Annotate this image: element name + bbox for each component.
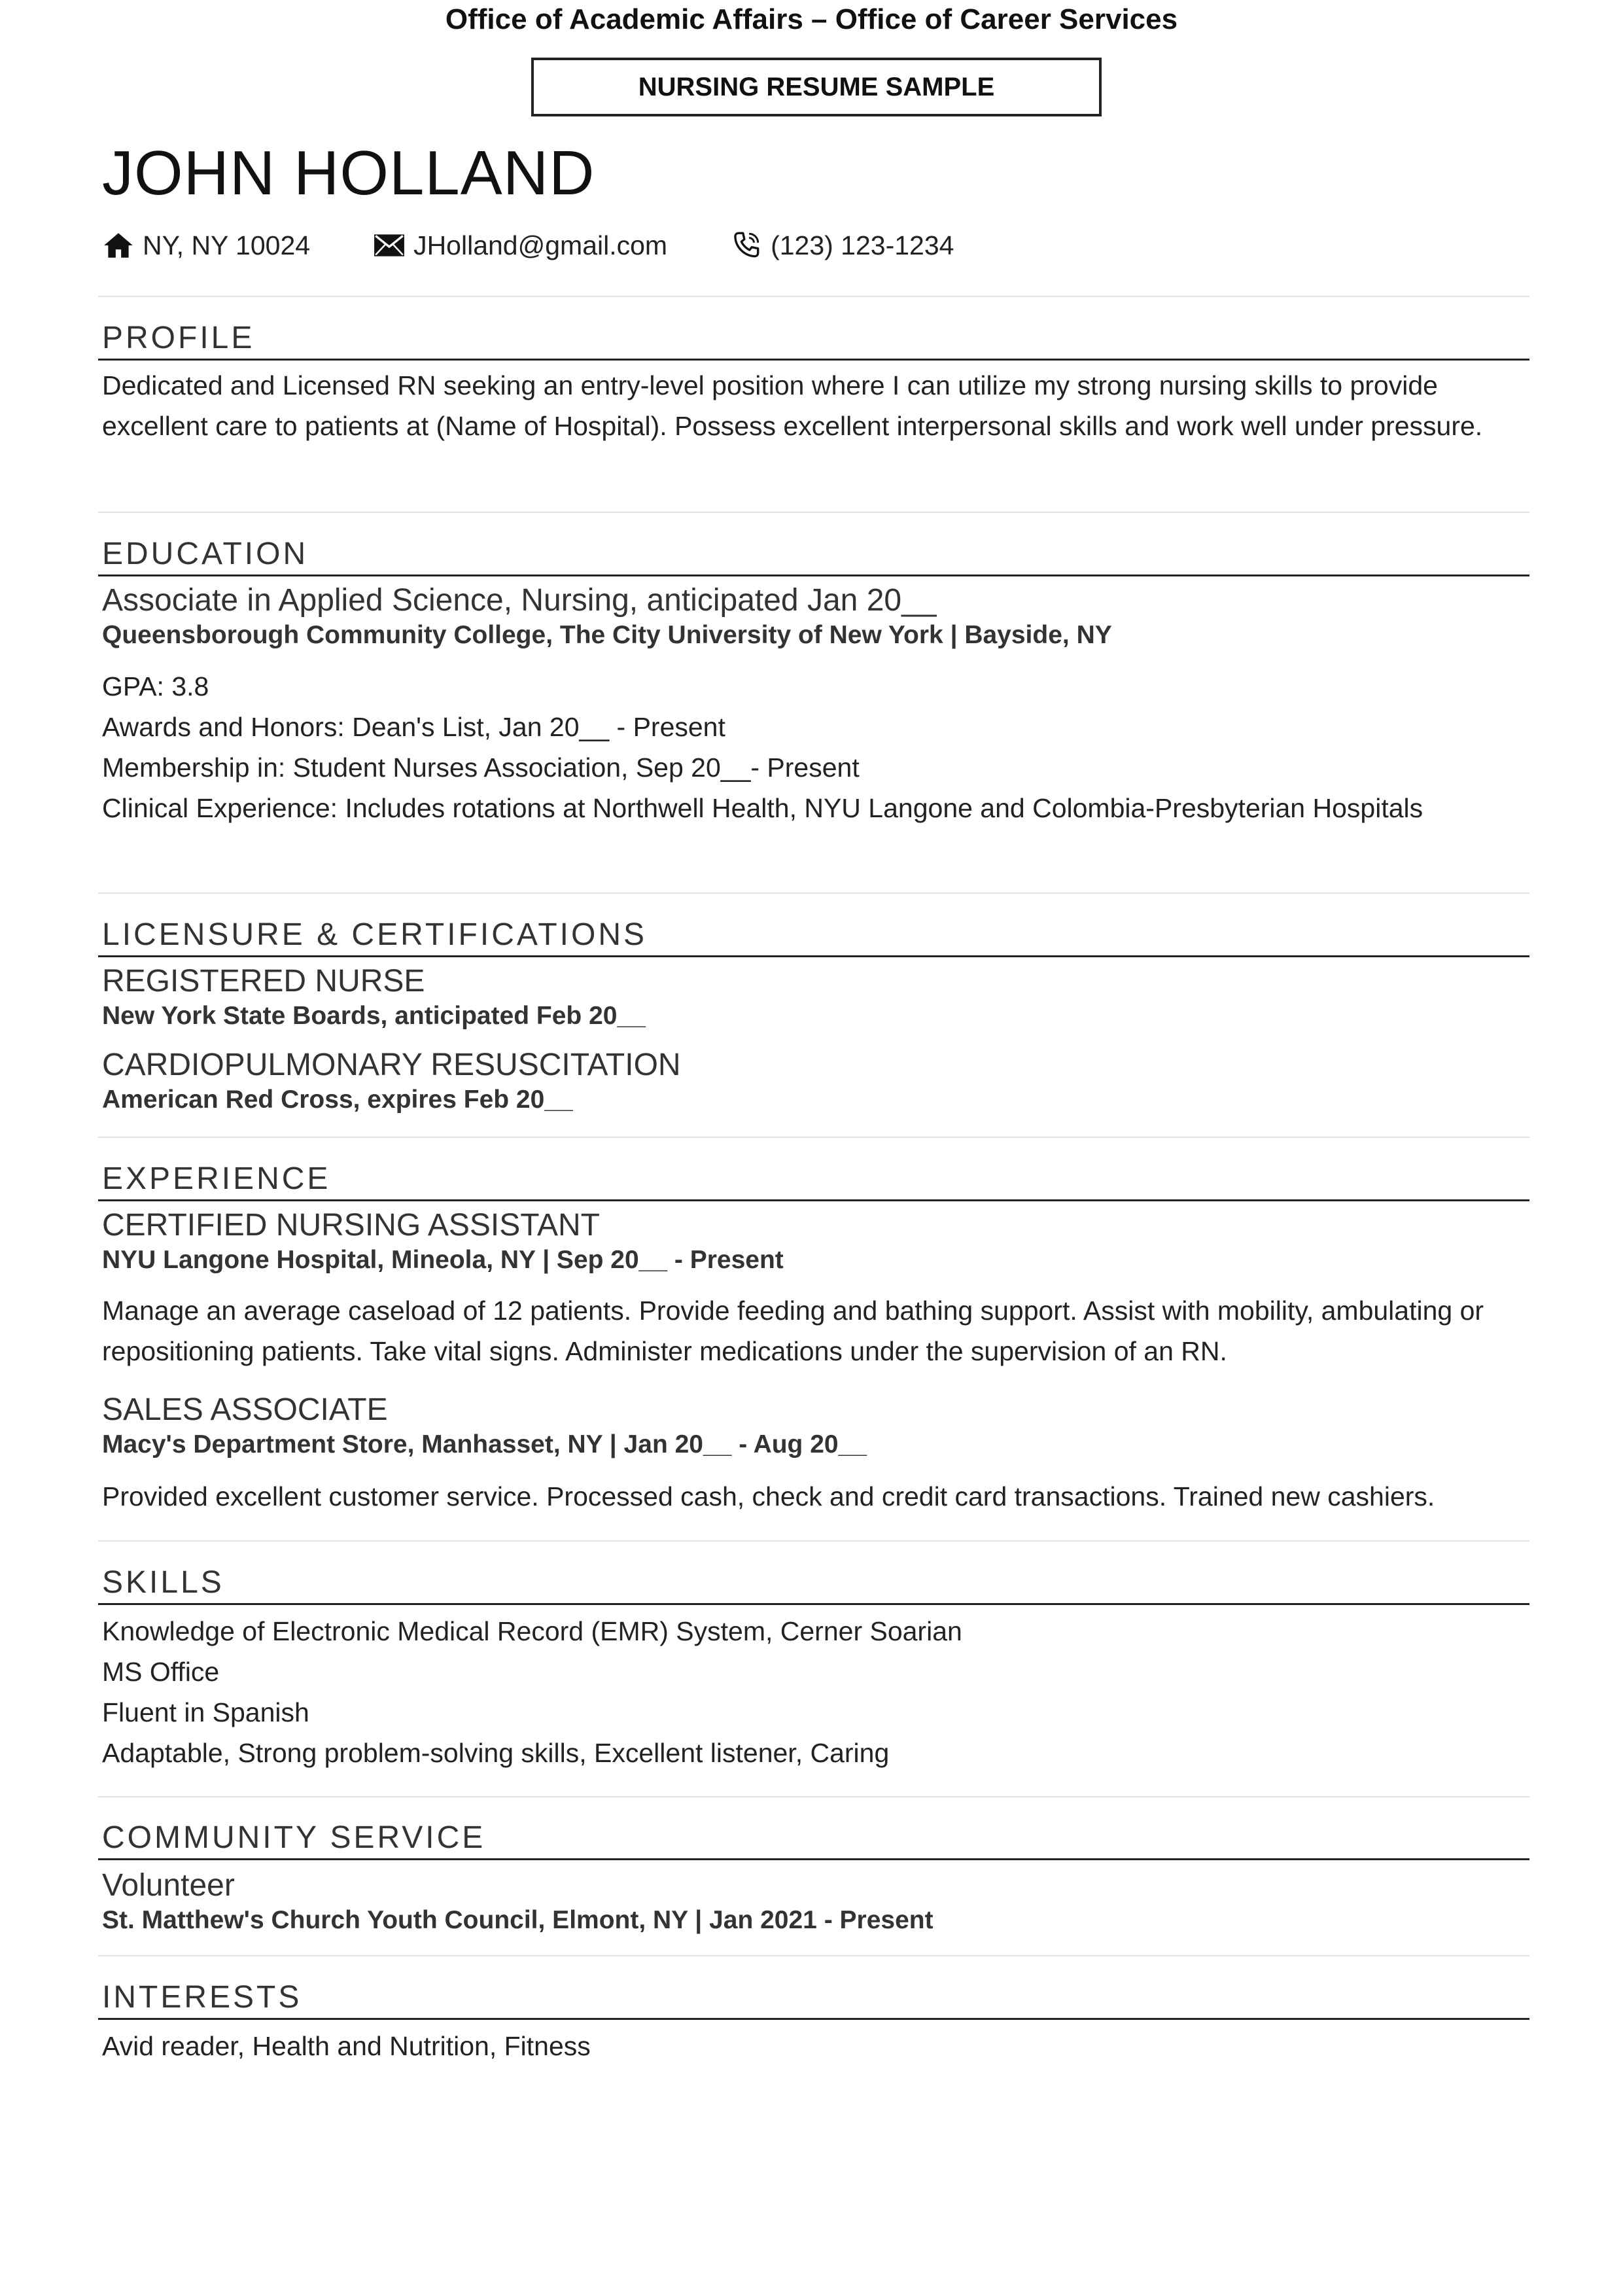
job-org: Macy's Department Store, Manhasset, NY | Jan 20__ - Aug 20__ xyxy=(102,1430,867,1458)
contact-phone xyxy=(730,229,954,262)
education-detail: Awards and Honors: Dean's List, Jan 20__ - Present xyxy=(102,712,725,742)
interests-heading: INTERESTS xyxy=(102,1980,302,2015)
heading-underline xyxy=(98,359,1529,361)
profile-heading: PROFILE xyxy=(102,321,255,355)
candidate-name: JOHN HOLLAND xyxy=(102,138,595,208)
license-name: REGISTERED NURSE xyxy=(102,964,425,998)
license-name: CARDIOPULMONARY RESUSCITATION xyxy=(102,1048,681,1082)
heading-underline xyxy=(98,574,1529,576)
contact-row xyxy=(102,222,1017,268)
contact-email xyxy=(373,229,667,262)
community-role: Volunteer xyxy=(102,1868,235,1903)
phone-text: (123) 123-1234 xyxy=(771,230,954,260)
education-detail: GPA: 3.8 xyxy=(102,671,209,701)
license-detail: New York State Boards, anticipated Feb 20__ xyxy=(102,1002,646,1030)
license-detail: American Red Cross, expires Feb 20__ xyxy=(102,1086,573,1114)
sample-label: NURSING RESUME SAMPLE xyxy=(638,72,995,101)
skill-item: Adaptable, Strong problem-solving skills, Excellent listener, Caring xyxy=(102,1738,890,1768)
home-icon xyxy=(102,229,135,262)
section-divider xyxy=(98,1540,1529,1542)
education-detail: Membership in: Student Nurses Association, Sep 20__- Present xyxy=(102,752,860,783)
skill-item: Fluent in Spanish xyxy=(102,1697,309,1727)
section-divider xyxy=(98,1955,1529,1956)
section-divider xyxy=(98,512,1529,513)
community-heading: COMMUNITY SERVICE xyxy=(102,1820,486,1855)
job-description: Manage an average caseload of 12 patients. Provide feeding and bathing support. Assist with mobility, ambulating or repositioning patients. Take vital signs. Administer medications under the supervision of an RN. xyxy=(102,1296,1484,1366)
heading-underline xyxy=(98,955,1529,957)
skill-item: Knowledge of Electronic Medical Record (EMR) System, Cerner Soarian xyxy=(102,1616,962,1646)
section-divider xyxy=(98,296,1529,297)
job-role: SALES ASSOCIATE xyxy=(102,1392,388,1427)
community-org: St. Matthew's Church Youth Council, Elmont, NY | Jan 2021 - Present xyxy=(102,1906,934,1934)
education-degree: Associate in Applied Science, Nursing, anticipated Jan 20__ xyxy=(102,583,937,618)
skills-heading: SKILLS xyxy=(102,1565,224,1600)
heading-underline xyxy=(98,1858,1529,1860)
licensure-heading: LICENSURE & CERTIFICATIONS xyxy=(102,917,647,952)
location-text: NY, NY 10024 xyxy=(143,230,311,260)
heading-underline xyxy=(98,1603,1529,1605)
phone-icon xyxy=(730,229,763,262)
section-divider xyxy=(98,1137,1529,1138)
job-role: CERTIFIED NURSING ASSISTANT xyxy=(102,1208,600,1243)
section-divider xyxy=(98,892,1529,894)
heading-underline xyxy=(98,2018,1529,2020)
education-school: Queensborough Community College, The City University of New York | Bayside, NY xyxy=(102,621,1112,649)
interests-text: Avid reader, Health and Nutrition, Fitness xyxy=(102,2031,591,2061)
section-divider xyxy=(98,1796,1529,1797)
email-link[interactable]: JHolland@gmail.com xyxy=(413,230,668,260)
office-header: Office of Academic Affairs – Office of Career Services xyxy=(445,3,1178,35)
envelope-icon xyxy=(373,229,406,262)
job-org: NYU Langone Hospital, Mineola, NY | Sep 20__ - Present xyxy=(102,1246,784,1274)
job-description: Provided excellent customer service. Processed cash, check and credit card transactions. Trained new cashiers. xyxy=(102,1481,1435,1511)
sample-label-box xyxy=(531,58,1102,116)
education-detail: Clinical Experience: Includes rotations at Northwell Health, NYU Langone and Colombia-Presbyterian Hospitals xyxy=(102,793,1423,823)
profile-text: Dedicated and Licensed RN seeking an entry-level position where I can utilize my strong nursing skills to provide excellent care to patients at (Name of Hospital). Possess excellent interpersonal skills and work well under pressure. xyxy=(102,370,1483,441)
heading-underline xyxy=(98,1199,1529,1201)
contact-location xyxy=(102,229,310,262)
experience-heading: EXPERIENCE xyxy=(102,1161,331,1196)
education-heading: EDUCATION xyxy=(102,537,309,571)
skill-item: MS Office xyxy=(102,1657,220,1687)
